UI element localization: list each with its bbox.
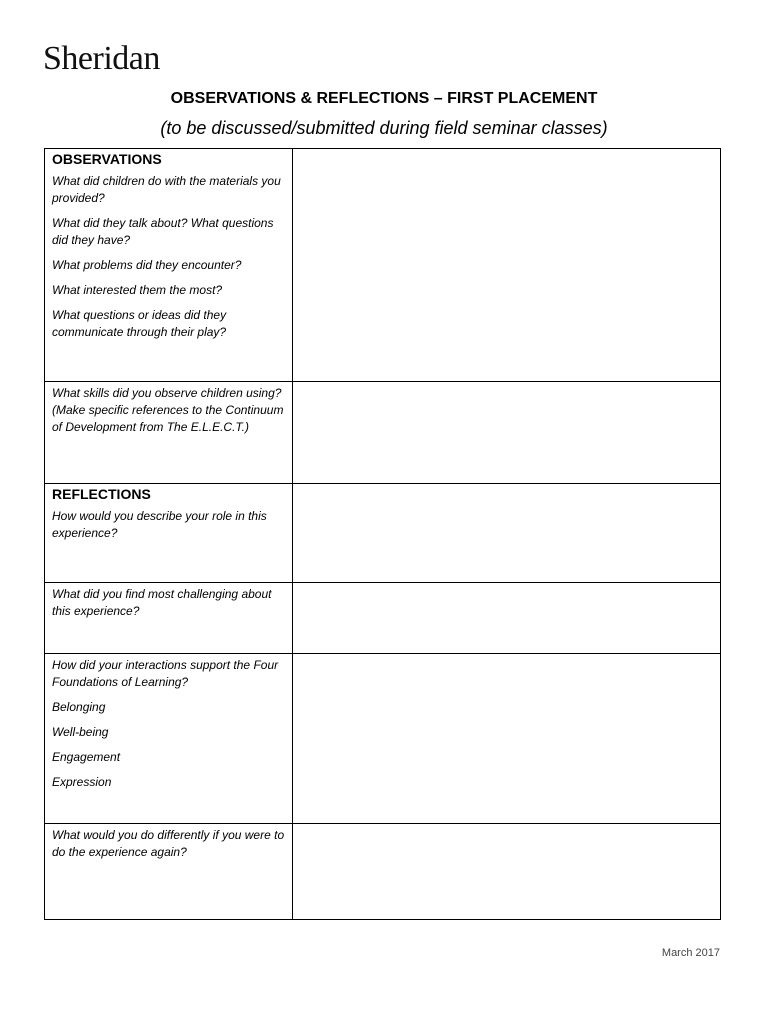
form-row-challenging <box>45 583 721 654</box>
question-text: What problems did they encounter? <box>52 258 242 272</box>
foundation-well-being: Well-being <box>52 725 109 739</box>
form-row-reflections <box>45 484 721 583</box>
question-text: What did children do with the materials you provided? <box>52 174 281 205</box>
page-title: OBSERVATIONS & REFLECTIONS – FIRST PLACEMENT <box>170 90 598 107</box>
form-row-foundations <box>45 654 721 824</box>
answer-field-reflections[interactable] <box>293 484 721 583</box>
question-text: What would you do differently if you were to do the experience again? <box>52 828 285 859</box>
section-heading-observations: OBSERVATIONS <box>52 151 162 167</box>
question-text: How would you describe your role in this experience? <box>52 509 267 540</box>
sheridan-logo: Sheridan <box>43 40 160 77</box>
question-text: What interested them the most? <box>52 283 223 297</box>
answer-field-differently[interactable] <box>293 824 721 920</box>
observation-form-table <box>44 148 721 920</box>
section-heading-reflections: REFLECTIONS <box>52 486 151 502</box>
foundation-expression: Expression <box>52 775 112 789</box>
question-text: How did your interactions support the Four Foundations of Learning? <box>52 658 279 689</box>
question-cell-reflections <box>45 484 293 583</box>
answer-field-challenging[interactable] <box>293 583 721 654</box>
question-cell-differently <box>45 824 293 920</box>
form-row-skills <box>45 382 721 484</box>
foundation-belonging: Belonging <box>52 700 106 714</box>
page-subtitle: (to be discussed/submitted during field seminar classes) <box>160 118 608 138</box>
question-text: What skills did you observe children using? (Make specific references to the Continuum of Development from The E.L.E.C.T.) <box>52 386 284 434</box>
form-row-differently <box>45 824 721 920</box>
question-text: What questions or ideas did they communicate through their play? <box>52 308 227 339</box>
question-text: What did you find most challenging about this experience? <box>52 587 272 618</box>
footer-date: March 2017 <box>661 947 720 959</box>
foundation-engagement: Engagement <box>52 750 121 764</box>
answer-field-observations[interactable] <box>293 149 721 382</box>
question-cell-challenging <box>45 583 293 654</box>
question-cell-observations <box>45 149 293 382</box>
answer-field-foundations[interactable] <box>293 654 721 824</box>
form-row-observations <box>45 149 721 382</box>
question-cell-foundations <box>45 654 293 824</box>
question-cell-skills <box>45 382 293 484</box>
answer-field-skills[interactable] <box>293 382 721 484</box>
question-text: What did they talk about? What questions did they have? <box>52 216 274 247</box>
